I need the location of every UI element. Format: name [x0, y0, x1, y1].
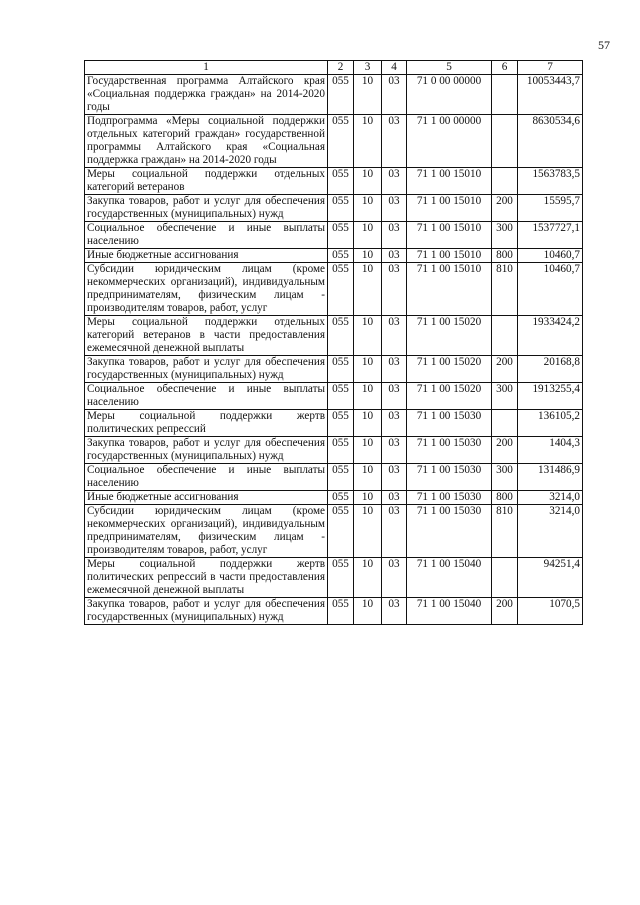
row-target-article: 71 1 00 15020: [407, 316, 492, 356]
row-admin-code: 055: [328, 195, 354, 222]
row-subsection: 03: [382, 356, 407, 383]
row-expense-type: 200: [492, 598, 518, 625]
table-row: [85, 168, 583, 195]
row-target-article: 71 1 00 15010: [407, 168, 492, 195]
row-name: Иные бюджетные ассигнования: [85, 491, 328, 505]
row-target-article: 71 1 00 15030: [407, 491, 492, 505]
row-target-article: 71 1 00 15010: [407, 263, 492, 316]
row-admin-code: 055: [328, 75, 354, 115]
row-expense-type: 810: [492, 263, 518, 316]
header-row: [85, 61, 583, 75]
row-amount: 3214,0: [518, 505, 583, 558]
row-expense-type: [492, 168, 518, 195]
table-row: [85, 356, 583, 383]
row-target-article: 71 1 00 15040: [407, 558, 492, 598]
row-section: 10: [354, 195, 382, 222]
row-name: Закупка товаров, работ и услуг для обеспечения государственных (муниципальных) нужд: [85, 437, 328, 464]
row-expense-type: 810: [492, 505, 518, 558]
header-col-1: 1: [85, 61, 328, 75]
table-row: [85, 222, 583, 249]
table-row: [85, 75, 583, 115]
row-expense-type: 300: [492, 464, 518, 491]
row-section: 10: [354, 316, 382, 356]
row-section: 10: [354, 491, 382, 505]
row-section: 10: [354, 558, 382, 598]
row-admin-code: 055: [328, 222, 354, 249]
row-amount: 8630534,6: [518, 115, 583, 168]
row-admin-code: 055: [328, 491, 354, 505]
row-target-article: 71 1 00 15020: [407, 356, 492, 383]
row-admin-code: 055: [328, 263, 354, 316]
row-admin-code: 055: [328, 383, 354, 410]
row-amount: 131486,9: [518, 464, 583, 491]
row-expense-type: 200: [492, 195, 518, 222]
table-body: [85, 75, 583, 625]
table-row: [85, 115, 583, 168]
row-subsection: 03: [382, 491, 407, 505]
row-amount: 20168,8: [518, 356, 583, 383]
row-name: Меры социальной поддержки отдельных категорий ветеранов: [85, 168, 328, 195]
row-subsection: 03: [382, 437, 407, 464]
row-admin-code: 055: [328, 505, 354, 558]
row-section: 10: [354, 75, 382, 115]
row-target-article: 71 1 00 15030: [407, 410, 492, 437]
row-subsection: 03: [382, 168, 407, 195]
row-name: Закупка товаров, работ и услуг для обеспечения государственных (муниципальных) нужд: [85, 598, 328, 625]
row-amount: 15595,7: [518, 195, 583, 222]
row-subsection: 03: [382, 383, 407, 410]
row-amount: 1913255,4: [518, 383, 583, 410]
row-expense-type: [492, 115, 518, 168]
row-subsection: 03: [382, 222, 407, 249]
row-target-article: 71 1 00 15030: [407, 505, 492, 558]
row-name: Меры социальной поддержки жертв политических репрессий в части предоставления ежемесячной денежной выплаты: [85, 558, 328, 598]
row-section: 10: [354, 356, 382, 383]
row-subsection: 03: [382, 558, 407, 598]
table-row: [85, 491, 583, 505]
row-subsection: 03: [382, 263, 407, 316]
header-col-2: 2: [328, 61, 354, 75]
row-target-article: 71 1 00 15020: [407, 383, 492, 410]
row-amount: 1404,3: [518, 437, 583, 464]
header-col-3: 3: [354, 61, 382, 75]
header-col-5: 5: [407, 61, 492, 75]
row-expense-type: 800: [492, 491, 518, 505]
row-expense-type: 300: [492, 222, 518, 249]
row-amount: 94251,4: [518, 558, 583, 598]
table-row: [85, 410, 583, 437]
row-expense-type: 800: [492, 249, 518, 263]
table-row: [85, 316, 583, 356]
row-subsection: 03: [382, 505, 407, 558]
row-target-article: 71 0 00 00000: [407, 75, 492, 115]
row-name: Закупка товаров, работ и услуг для обеспечения государственных (муниципальных) нужд: [85, 195, 328, 222]
row-amount: 3214,0: [518, 491, 583, 505]
row-name: Субсидии юридическим лицам (кроме некоммерческих организаций), индивидуальным предпринимателям, физическим лицам - производителям товаров, работ, услуг: [85, 263, 328, 316]
row-section: 10: [354, 598, 382, 625]
row-amount: 10460,7: [518, 263, 583, 316]
table-row: [85, 249, 583, 263]
row-name: Меры социальной поддержки отдельных категорий ветеранов в части предоставления ежемесячной денежной выплаты: [85, 316, 328, 356]
row-section: 10: [354, 222, 382, 249]
row-section: 10: [354, 410, 382, 437]
row-subsection: 03: [382, 249, 407, 263]
row-name: Социальное обеспечение и иные выплаты населению: [85, 464, 328, 491]
row-expense-type: 300: [492, 383, 518, 410]
table-row: [85, 383, 583, 410]
row-amount: 1933424,2: [518, 316, 583, 356]
row-name: Социальное обеспечение и иные выплаты населению: [85, 222, 328, 249]
row-subsection: 03: [382, 410, 407, 437]
row-section: 10: [354, 263, 382, 316]
row-admin-code: 055: [328, 316, 354, 356]
table-row: [85, 437, 583, 464]
row-name: Меры социальной поддержки жертв политических репрессий: [85, 410, 328, 437]
row-subsection: 03: [382, 195, 407, 222]
row-name: Социальное обеспечение и иные выплаты населению: [85, 383, 328, 410]
header-col-4: 4: [382, 61, 407, 75]
row-admin-code: 055: [328, 168, 354, 195]
table-row: [85, 505, 583, 558]
row-subsection: 03: [382, 464, 407, 491]
row-amount: 1070,5: [518, 598, 583, 625]
row-admin-code: 055: [328, 558, 354, 598]
row-section: 10: [354, 383, 382, 410]
row-target-article: 71 1 00 15010: [407, 222, 492, 249]
row-amount: 136105,2: [518, 410, 583, 437]
row-subsection: 03: [382, 598, 407, 625]
row-expense-type: [492, 410, 518, 437]
row-target-article: 71 1 00 15010: [407, 195, 492, 222]
table-row: [85, 598, 583, 625]
row-admin-code: 055: [328, 249, 354, 263]
row-subsection: 03: [382, 75, 407, 115]
row-section: 10: [354, 464, 382, 491]
row-section: 10: [354, 115, 382, 168]
budget-table: [84, 60, 583, 625]
row-amount: 1563783,5: [518, 168, 583, 195]
row-name: Иные бюджетные ассигнования: [85, 249, 328, 263]
row-name: Государственная программа Алтайского края «Социальная поддержка граждан» на 2014-2020 годы: [85, 75, 328, 115]
table-row: [85, 558, 583, 598]
table-row: [85, 464, 583, 491]
row-name: Субсидии юридическим лицам (кроме некоммерческих организаций), индивидуальным предпринимателям, физическим лицам - производителям товаров, работ, услуг: [85, 505, 328, 558]
row-admin-code: 055: [328, 356, 354, 383]
row-subsection: 03: [382, 115, 407, 168]
row-section: 10: [354, 168, 382, 195]
row-amount: 1537727,1: [518, 222, 583, 249]
table-row: [85, 263, 583, 316]
row-amount: 10460,7: [518, 249, 583, 263]
row-target-article: 71 1 00 15030: [407, 464, 492, 491]
row-admin-code: 055: [328, 410, 354, 437]
row-name: Подпрограмма «Меры социальной поддержки отдельных категорий граждан» государственной программы Алтайского края «Социальная поддержка граждан» на 2014-2020 годы: [85, 115, 328, 168]
table-row: [85, 195, 583, 222]
page-number: 57: [598, 38, 610, 52]
row-admin-code: 055: [328, 115, 354, 168]
row-section: 10: [354, 437, 382, 464]
row-section: 10: [354, 249, 382, 263]
row-admin-code: 055: [328, 437, 354, 464]
row-expense-type: [492, 75, 518, 115]
header-col-7: 7: [518, 61, 583, 75]
header-col-6: 6: [492, 61, 518, 75]
row-admin-code: 055: [328, 464, 354, 491]
row-expense-type: [492, 316, 518, 356]
row-subsection: 03: [382, 316, 407, 356]
row-admin-code: 055: [328, 598, 354, 625]
row-target-article: 71 1 00 15040: [407, 598, 492, 625]
row-name: Закупка товаров, работ и услуг для обеспечения государственных (муниципальных) нужд: [85, 356, 328, 383]
row-target-article: 71 1 00 00000: [407, 115, 492, 168]
row-amount: 10053443,7: [518, 75, 583, 115]
row-target-article: 71 1 00 15030: [407, 437, 492, 464]
row-target-article: 71 1 00 15010: [407, 249, 492, 263]
row-expense-type: [492, 558, 518, 598]
row-section: 10: [354, 505, 382, 558]
row-expense-type: 200: [492, 356, 518, 383]
row-expense-type: 200: [492, 437, 518, 464]
